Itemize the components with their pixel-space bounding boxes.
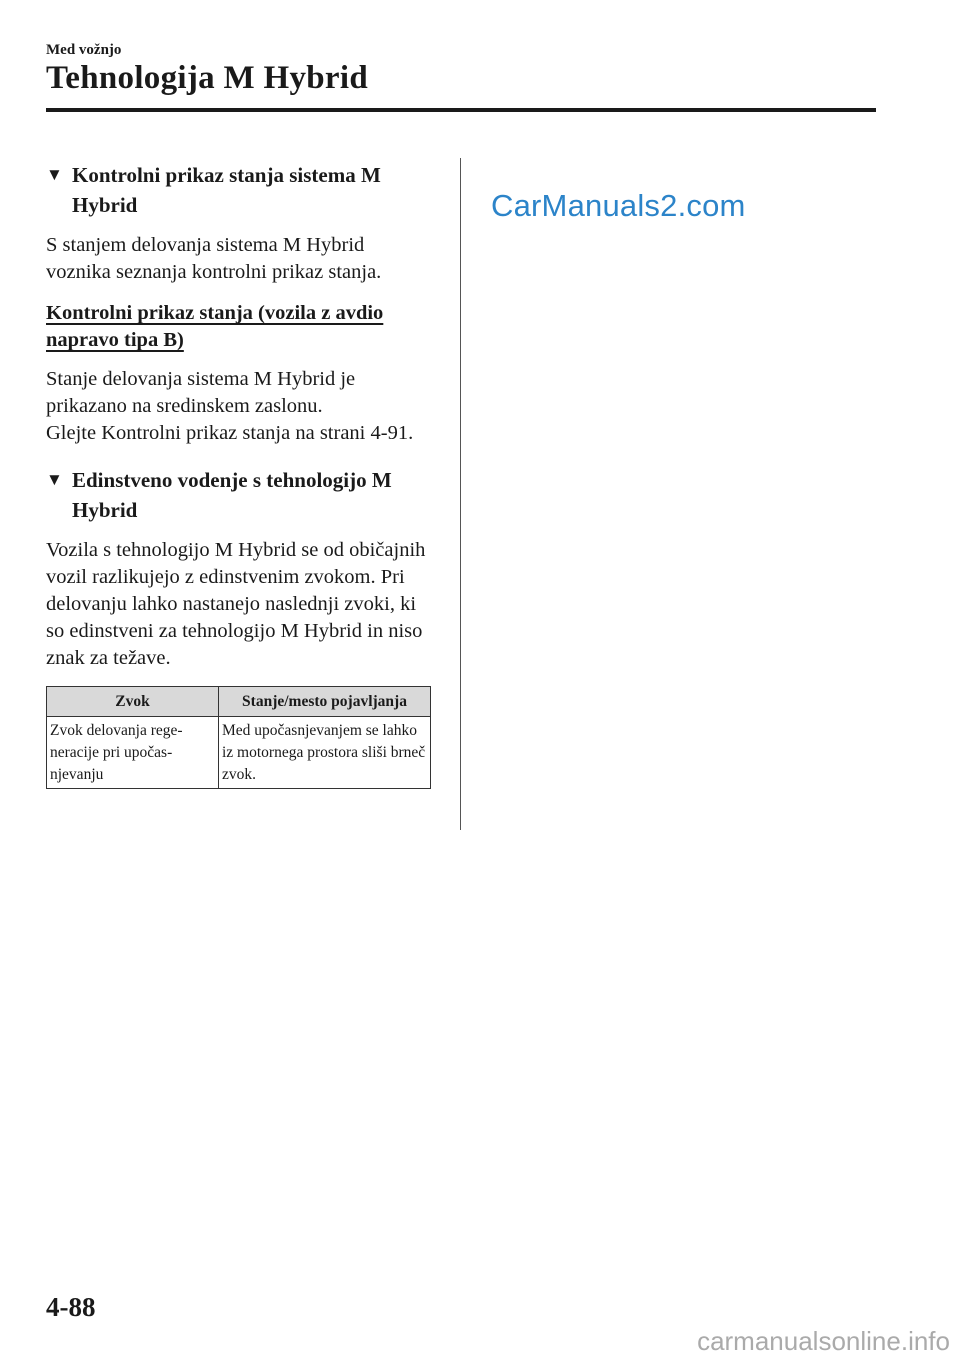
- table-cell: Zvok delovanja regeneracije pri upočasnjevanju: [47, 717, 219, 789]
- section-heading: [46, 465, 431, 525]
- title-rule: [46, 108, 876, 112]
- subsection-line: Stanje delovanja sistema M Hybrid je prikazano na sredinskem zaslonu.: [46, 368, 356, 417]
- chapter-label: Med vožnjo: [46, 42, 122, 58]
- subheading-text: Kontrolni prikaz stanja (vozila z avdio napravo tipa B): [46, 302, 384, 351]
- section-body: Vozila s tehnologijo M Hybrid se od običajnih vozil razlikujejo z edinstvenim zvokom. Pri delovanju lahko nastanejo naslednji zvoki, ki so edinstveni za tehnologijo M Hybrid in niso znak za težave.: [46, 539, 426, 669]
- sound-table: [46, 686, 431, 789]
- section-heading: [46, 160, 431, 220]
- table-cell: Med upočasnjevanjem se lahko iz motornega prostora sliši brneč zvok.: [219, 717, 431, 789]
- section-heading-text: Edinstveno vodenje s tehnologijo M Hybrid: [72, 468, 392, 522]
- section-body: S stanjem delovanja sistema M Hybrid voznika seznanja kontrolni prikaz stanja.: [46, 234, 382, 283]
- page-title: Tehnologija M Hybrid: [46, 60, 368, 96]
- triangle-down-icon: ▼: [46, 470, 63, 489]
- section-heading-text: Kontrolni prikaz stanja sistema M Hybrid: [72, 163, 381, 217]
- subsection-body: [46, 366, 431, 447]
- page-number: 4-88: [46, 1292, 96, 1322]
- table-header-cell: Zvok: [47, 687, 219, 717]
- page-reference: Glejte Kontrolni prikaz stanja na strani 4-91.: [46, 422, 414, 444]
- watermark: CarManuals2.com: [491, 188, 746, 223]
- table-row: [47, 717, 431, 789]
- column-divider: [460, 158, 461, 830]
- triangle-down-icon: ▼: [46, 165, 63, 184]
- table-header-cell: Stanje/mesto pojavljanja: [219, 687, 431, 717]
- footer-watermark: carmanualsonline.info: [697, 1326, 950, 1356]
- subheading: [46, 300, 431, 354]
- table-header-row: [47, 687, 431, 717]
- left-column: [46, 160, 431, 789]
